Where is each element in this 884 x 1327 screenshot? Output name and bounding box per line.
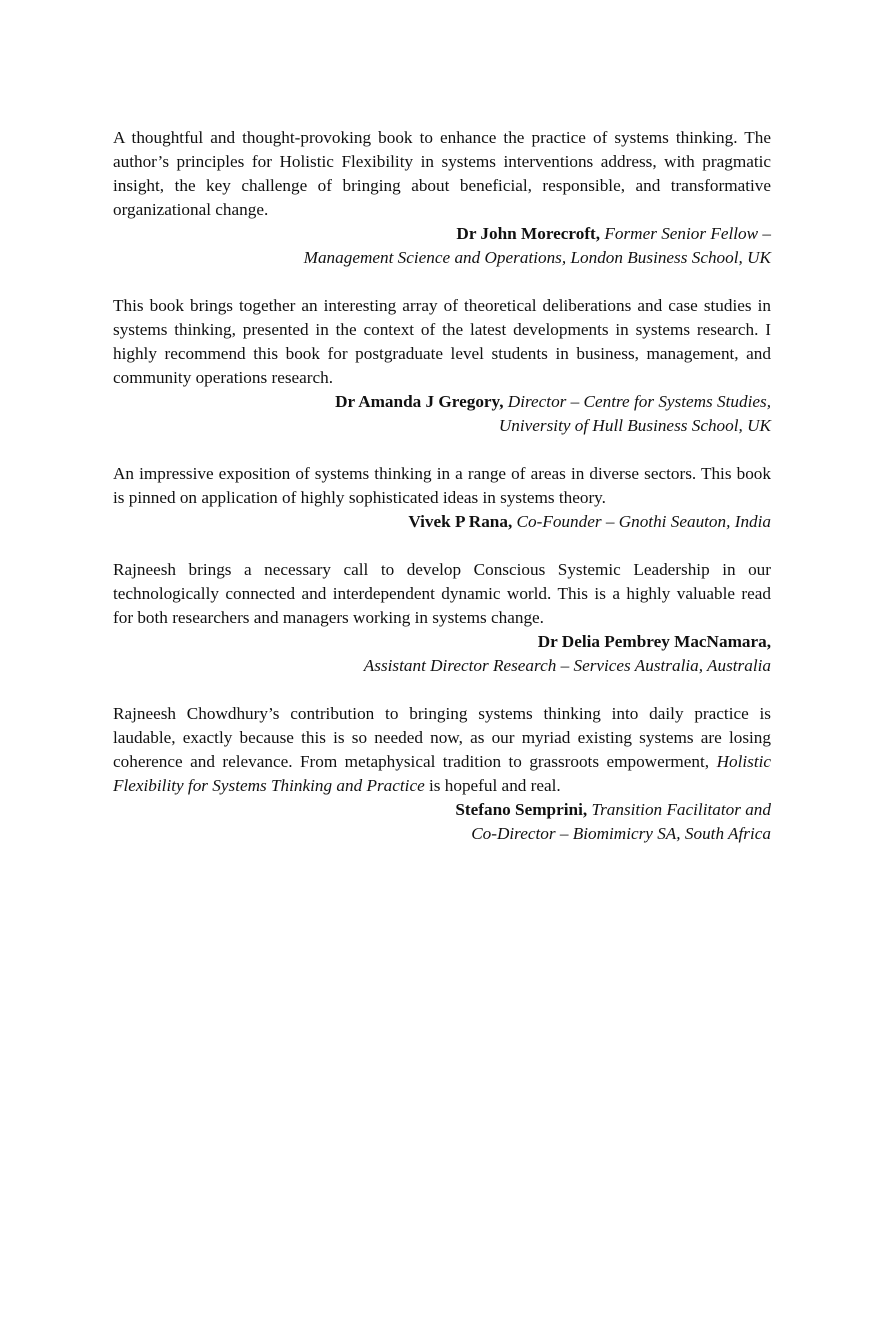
quote-text: Rajneesh Chowdhury’s contribution to bringing systems thinking into daily practice is laudable, exactly because this is so needed now, as our myriad existing systems are losing coherence and relevance. From metaphysical tradition to grassroots empowerment, (113, 704, 771, 771)
quote-text-end: is hopeful and real. (429, 776, 561, 795)
endorser-name: Dr John Morecroft, (456, 224, 601, 243)
endorsement-quote (113, 702, 771, 798)
endorsement-quote: A thoughtful and thought-provoking book to enhance the practice of systems thinking. The author’s principles for Holistic Flexibility in systems interventions address, with pragmatic insight, the key challenge of bringing about beneficial, responsible, and transformative organizational change. (113, 128, 771, 219)
book-title: Holistic Flexibility for Systems Thinking and Practice (113, 752, 772, 795)
endorsement-attribution (113, 390, 771, 438)
endorsement-gregory (113, 294, 771, 438)
endorsement-quote: This book brings together an interesting array of theoretical deliberations and case studies in systems thinking, presented in the context of the latest developments in systems research. I highly recommend this book for postgraduate level students in business, management, and community operations research. (113, 296, 771, 387)
endorser-role: Director – Centre for Systems Studies, (507, 392, 771, 411)
endorser-role: Transition Facilitator and (591, 800, 771, 819)
endorser-role: Co-Founder – Gnothi Seauton, India (516, 512, 771, 531)
endorsement-morecroft (113, 126, 771, 270)
endorser-affiliation: Co-Director – Biomimicry SA, South Africa (471, 824, 771, 843)
endorser-name: Dr Amanda J Gregory, (335, 392, 504, 411)
endorsements (113, 126, 771, 870)
endorsement-quote: Rajneesh brings a necessary call to develop Conscious Systemic Leadership in our technologically connected and interdependent dynamic world. This is a highly valuable read for both researchers and managers working in systems change. (113, 560, 771, 627)
endorser-affiliation: University of Hull Business School, UK (498, 416, 771, 435)
endorsement-semprini (113, 702, 771, 846)
endorsement-attribution (113, 798, 771, 846)
endorsement-rana (113, 462, 771, 534)
endorsement-attribution (113, 222, 771, 270)
endorser-name: Dr Delia Pembrey MacNamara, (537, 632, 771, 651)
endorsement-macnamara (113, 558, 771, 678)
endorser-name: Stefano Semprini, (455, 800, 588, 819)
endorser-role: Former Senior Fellow – (604, 224, 771, 243)
endorsement-attribution (113, 510, 771, 534)
endorser-affiliation: Assistant Director Research – Services Australia, Australia (363, 656, 771, 675)
endorser-affiliation: Management Science and Operations, London Business School, UK (303, 248, 771, 267)
endorser-name: Vivek P Rana, (408, 512, 513, 531)
endorsement-quote: An impressive exposition of systems thinking in a range of areas in diverse sectors. This book is pinned on application of highly sophisticated ideas in systems theory. (113, 464, 771, 507)
endorsement-attribution (113, 630, 771, 678)
